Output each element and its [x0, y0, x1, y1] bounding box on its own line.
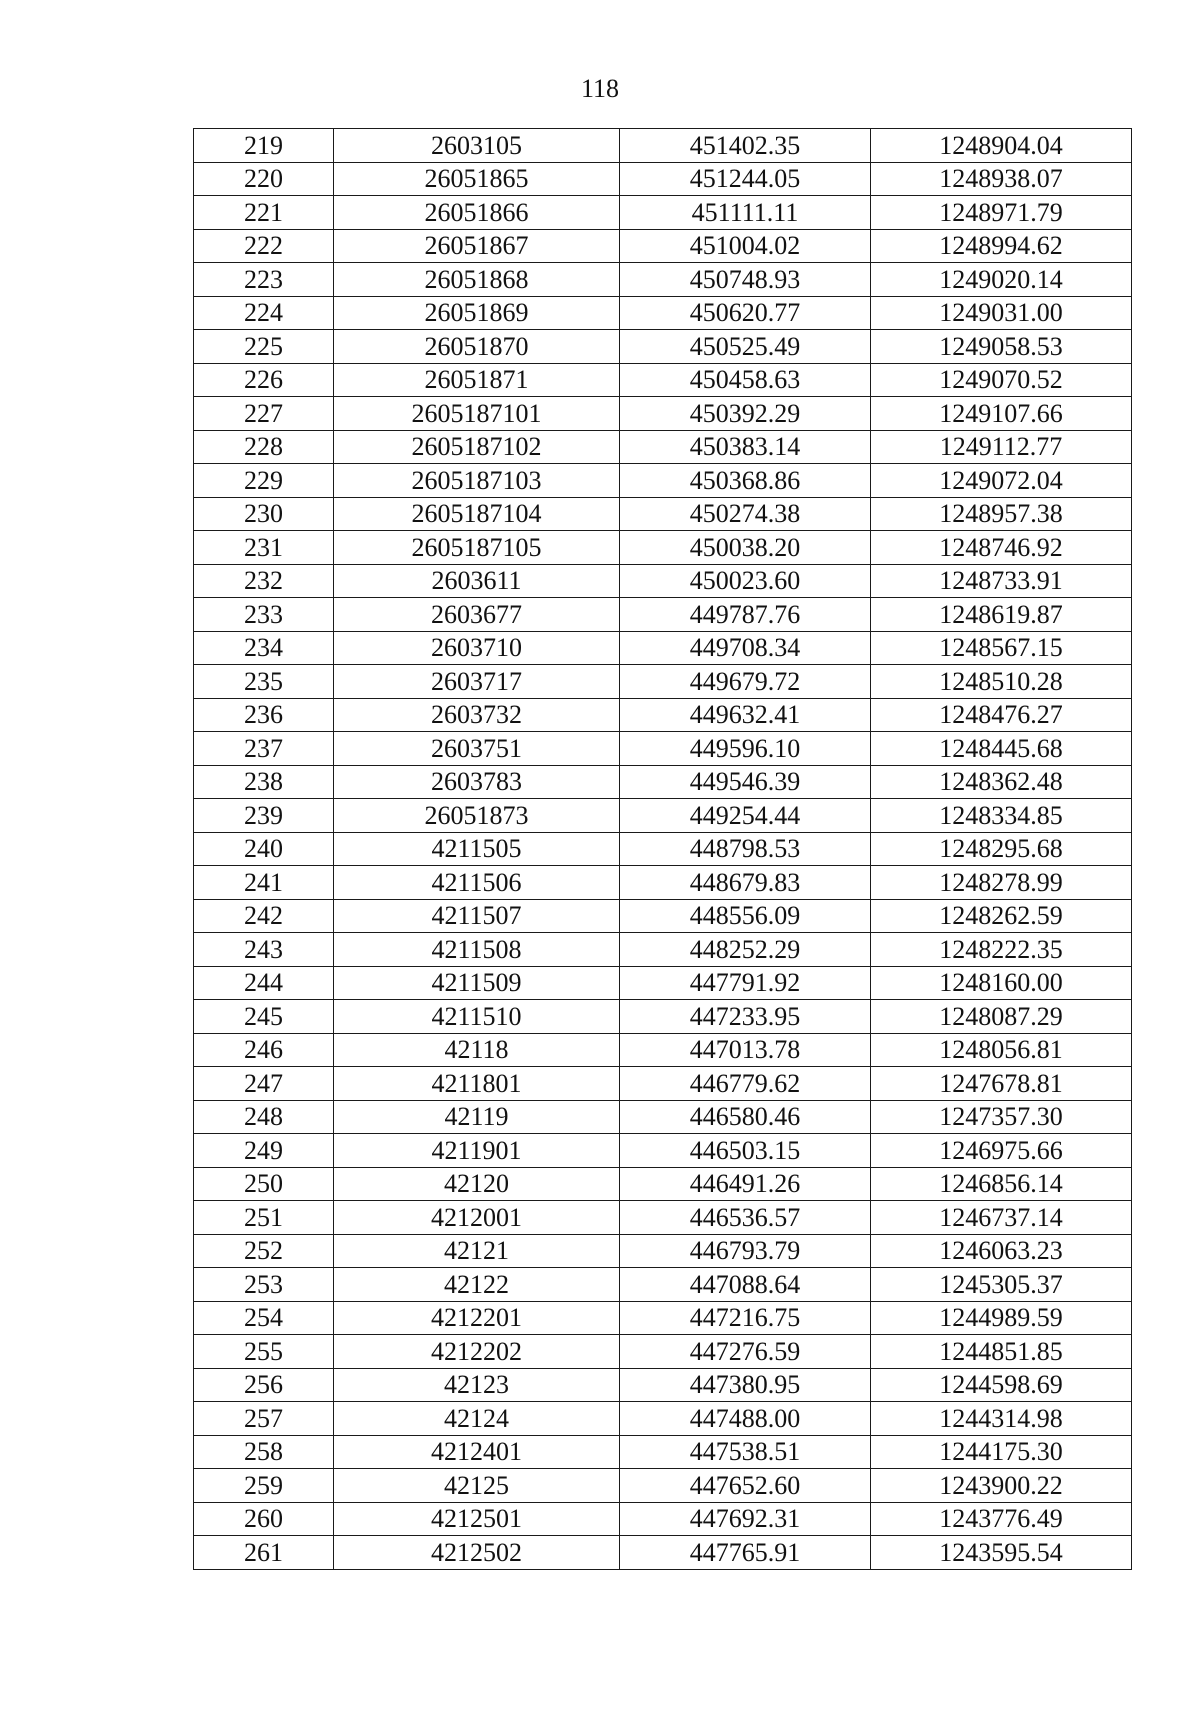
row-number-cell: 240 — [194, 832, 334, 866]
table-row — [194, 363, 1132, 397]
table-row — [194, 564, 1132, 598]
y-coordinate-cell: 1248160.00 — [871, 966, 1132, 1000]
point-id-cell: 26051867 — [334, 229, 620, 263]
point-id-cell: 2603710 — [334, 631, 620, 665]
table-row — [194, 1536, 1132, 1570]
table-row — [194, 732, 1132, 766]
x-coordinate-cell: 447088.64 — [620, 1268, 871, 1302]
table-row — [194, 162, 1132, 196]
point-id-cell: 26051869 — [334, 296, 620, 330]
table-row — [194, 1402, 1132, 1436]
point-id-cell: 4212401 — [334, 1435, 620, 1469]
point-id-cell: 42125 — [334, 1469, 620, 1503]
row-number-cell: 249 — [194, 1134, 334, 1168]
table-row — [194, 1100, 1132, 1134]
y-coordinate-cell: 1246975.66 — [871, 1134, 1132, 1168]
x-coordinate-cell: 447538.51 — [620, 1435, 871, 1469]
point-id-cell: 4212502 — [334, 1536, 620, 1570]
y-coordinate-cell: 1248904.04 — [871, 129, 1132, 163]
point-id-cell: 4212501 — [334, 1502, 620, 1536]
table-row — [194, 464, 1132, 498]
x-coordinate-cell: 449787.76 — [620, 598, 871, 632]
point-id-cell: 2603783 — [334, 765, 620, 799]
y-coordinate-cell: 1249107.66 — [871, 397, 1132, 431]
point-id-cell: 42118 — [334, 1033, 620, 1067]
x-coordinate-cell: 450383.14 — [620, 430, 871, 464]
y-coordinate-cell: 1248957.38 — [871, 497, 1132, 531]
y-coordinate-cell: 1249031.00 — [871, 296, 1132, 330]
point-id-cell: 2605187101 — [334, 397, 620, 431]
x-coordinate-cell: 449596.10 — [620, 732, 871, 766]
table-row — [194, 1000, 1132, 1034]
row-number-cell: 239 — [194, 799, 334, 833]
table-row — [194, 129, 1132, 163]
row-number-cell: 260 — [194, 1502, 334, 1536]
y-coordinate-cell: 1248994.62 — [871, 229, 1132, 263]
point-id-cell: 2605187104 — [334, 497, 620, 531]
row-number-cell: 241 — [194, 866, 334, 900]
y-coordinate-cell: 1248619.87 — [871, 598, 1132, 632]
row-number-cell: 261 — [194, 1536, 334, 1570]
y-coordinate-cell: 1243776.49 — [871, 1502, 1132, 1536]
row-number-cell: 236 — [194, 698, 334, 732]
table-row — [194, 1134, 1132, 1168]
x-coordinate-cell: 449546.39 — [620, 765, 871, 799]
row-number-cell: 254 — [194, 1301, 334, 1335]
y-coordinate-cell: 1248362.48 — [871, 765, 1132, 799]
y-coordinate-cell: 1248056.81 — [871, 1033, 1132, 1067]
point-id-cell: 4211801 — [334, 1067, 620, 1101]
row-number-cell: 243 — [194, 933, 334, 967]
x-coordinate-cell: 447765.91 — [620, 1536, 871, 1570]
row-number-cell: 224 — [194, 296, 334, 330]
y-coordinate-cell: 1248278.99 — [871, 866, 1132, 900]
point-id-cell: 42124 — [334, 1402, 620, 1436]
x-coordinate-cell: 450038.20 — [620, 531, 871, 565]
row-number-cell: 229 — [194, 464, 334, 498]
table-row — [194, 196, 1132, 230]
x-coordinate-cell: 448679.83 — [620, 866, 871, 900]
table-row — [194, 1067, 1132, 1101]
x-coordinate-cell: 450274.38 — [620, 497, 871, 531]
x-coordinate-cell: 447216.75 — [620, 1301, 871, 1335]
point-id-cell: 4211507 — [334, 899, 620, 933]
table-row — [194, 1435, 1132, 1469]
row-number-cell: 258 — [194, 1435, 334, 1469]
point-id-cell: 2605187103 — [334, 464, 620, 498]
table-row — [194, 698, 1132, 732]
row-number-cell: 228 — [194, 430, 334, 464]
x-coordinate-cell: 446491.26 — [620, 1167, 871, 1201]
row-number-cell: 233 — [194, 598, 334, 632]
table-row — [194, 497, 1132, 531]
x-coordinate-cell: 451402.35 — [620, 129, 871, 163]
y-coordinate-cell: 1248262.59 — [871, 899, 1132, 933]
y-coordinate-cell: 1248295.68 — [871, 832, 1132, 866]
table-row — [194, 1502, 1132, 1536]
table-row — [194, 296, 1132, 330]
point-id-cell: 26051866 — [334, 196, 620, 230]
row-number-cell: 219 — [194, 129, 334, 163]
point-id-cell: 42120 — [334, 1167, 620, 1201]
x-coordinate-cell: 446793.79 — [620, 1234, 871, 1268]
point-id-cell: 4211508 — [334, 933, 620, 967]
row-number-cell: 220 — [194, 162, 334, 196]
point-id-cell: 26051865 — [334, 162, 620, 196]
point-id-cell: 26051870 — [334, 330, 620, 364]
table-row — [194, 531, 1132, 565]
x-coordinate-cell: 447791.92 — [620, 966, 871, 1000]
x-coordinate-cell: 447233.95 — [620, 1000, 871, 1034]
table-row — [194, 933, 1132, 967]
row-number-cell: 223 — [194, 263, 334, 297]
x-coordinate-cell: 448556.09 — [620, 899, 871, 933]
x-coordinate-cell: 447380.95 — [620, 1368, 871, 1402]
table-row — [194, 263, 1132, 297]
row-number-cell: 222 — [194, 229, 334, 263]
table-row — [194, 765, 1132, 799]
y-coordinate-cell: 1248510.28 — [871, 665, 1132, 699]
y-coordinate-cell: 1249058.53 — [871, 330, 1132, 364]
row-number-cell: 247 — [194, 1067, 334, 1101]
x-coordinate-cell: 448252.29 — [620, 933, 871, 967]
x-coordinate-cell: 447013.78 — [620, 1033, 871, 1067]
x-coordinate-cell: 446536.57 — [620, 1201, 871, 1235]
row-number-cell: 226 — [194, 363, 334, 397]
point-id-cell: 2605187105 — [334, 531, 620, 565]
x-coordinate-cell: 450620.77 — [620, 296, 871, 330]
x-coordinate-cell: 450748.93 — [620, 263, 871, 297]
y-coordinate-cell: 1244598.69 — [871, 1368, 1132, 1402]
point-id-cell: 26051871 — [334, 363, 620, 397]
point-id-cell: 4212202 — [334, 1335, 620, 1369]
table-row — [194, 1268, 1132, 1302]
x-coordinate-cell: 446580.46 — [620, 1100, 871, 1134]
point-id-cell: 4212001 — [334, 1201, 620, 1235]
y-coordinate-cell: 1246856.14 — [871, 1167, 1132, 1201]
point-id-cell: 42123 — [334, 1368, 620, 1402]
point-id-cell: 42119 — [334, 1100, 620, 1134]
y-coordinate-cell: 1244314.98 — [871, 1402, 1132, 1436]
row-number-cell: 252 — [194, 1234, 334, 1268]
y-coordinate-cell: 1243900.22 — [871, 1469, 1132, 1503]
x-coordinate-cell: 450392.29 — [620, 397, 871, 431]
y-coordinate-cell: 1246737.14 — [871, 1201, 1132, 1235]
y-coordinate-cell: 1247357.30 — [871, 1100, 1132, 1134]
row-number-cell: 250 — [194, 1167, 334, 1201]
point-id-cell: 2603717 — [334, 665, 620, 699]
point-id-cell: 2605187102 — [334, 430, 620, 464]
x-coordinate-cell: 447652.60 — [620, 1469, 871, 1503]
y-coordinate-cell: 1248087.29 — [871, 1000, 1132, 1034]
table-row — [194, 665, 1132, 699]
table-row — [194, 832, 1132, 866]
table-row — [194, 1167, 1132, 1201]
x-coordinate-cell: 447276.59 — [620, 1335, 871, 1369]
table-row — [194, 1234, 1132, 1268]
point-id-cell: 2603611 — [334, 564, 620, 598]
point-id-cell: 26051868 — [334, 263, 620, 297]
point-id-cell: 4211506 — [334, 866, 620, 900]
point-id-cell: 42122 — [334, 1268, 620, 1302]
table-row — [194, 330, 1132, 364]
point-id-cell: 2603677 — [334, 598, 620, 632]
table-row — [194, 397, 1132, 431]
row-number-cell: 259 — [194, 1469, 334, 1503]
table-row — [194, 1033, 1132, 1067]
x-coordinate-cell: 451004.02 — [620, 229, 871, 263]
y-coordinate-cell: 1247678.81 — [871, 1067, 1132, 1101]
y-coordinate-cell: 1244851.85 — [871, 1335, 1132, 1369]
x-coordinate-cell: 449632.41 — [620, 698, 871, 732]
row-number-cell: 231 — [194, 531, 334, 565]
y-coordinate-cell: 1248222.35 — [871, 933, 1132, 967]
y-coordinate-cell: 1244989.59 — [871, 1301, 1132, 1335]
row-number-cell: 246 — [194, 1033, 334, 1067]
page-number: 118 — [580, 74, 620, 103]
table-row — [194, 430, 1132, 464]
table-row — [194, 866, 1132, 900]
row-number-cell: 257 — [194, 1402, 334, 1436]
x-coordinate-cell: 450023.60 — [620, 564, 871, 598]
y-coordinate-cell: 1248567.15 — [871, 631, 1132, 665]
table-row — [194, 229, 1132, 263]
table-row — [194, 631, 1132, 665]
y-coordinate-cell: 1248476.27 — [871, 698, 1132, 732]
x-coordinate-cell: 448798.53 — [620, 832, 871, 866]
x-coordinate-cell: 450458.63 — [620, 363, 871, 397]
row-number-cell: 235 — [194, 665, 334, 699]
y-coordinate-cell: 1249112.77 — [871, 430, 1132, 464]
point-id-cell: 2603105 — [334, 129, 620, 163]
table-row — [194, 899, 1132, 933]
table-row — [194, 1201, 1132, 1235]
row-number-cell: 251 — [194, 1201, 334, 1235]
coordinates-table — [193, 128, 1132, 1570]
y-coordinate-cell: 1243595.54 — [871, 1536, 1132, 1570]
y-coordinate-cell: 1248445.68 — [871, 732, 1132, 766]
table-row — [194, 598, 1132, 632]
row-number-cell: 242 — [194, 899, 334, 933]
y-coordinate-cell: 1248971.79 — [871, 196, 1132, 230]
x-coordinate-cell: 451111.11 — [620, 196, 871, 230]
x-coordinate-cell: 450525.49 — [620, 330, 871, 364]
row-number-cell: 232 — [194, 564, 334, 598]
x-coordinate-cell: 447692.31 — [620, 1502, 871, 1536]
x-coordinate-cell: 449708.34 — [620, 631, 871, 665]
point-id-cell: 4211901 — [334, 1134, 620, 1168]
x-coordinate-cell: 451244.05 — [620, 162, 871, 196]
point-id-cell: 26051873 — [334, 799, 620, 833]
point-id-cell: 4211505 — [334, 832, 620, 866]
row-number-cell: 253 — [194, 1268, 334, 1302]
row-number-cell: 256 — [194, 1368, 334, 1402]
table-row — [194, 966, 1132, 1000]
row-number-cell: 255 — [194, 1335, 334, 1369]
x-coordinate-cell: 450368.86 — [620, 464, 871, 498]
row-number-cell: 234 — [194, 631, 334, 665]
row-number-cell: 245 — [194, 1000, 334, 1034]
y-coordinate-cell: 1248746.92 — [871, 531, 1132, 565]
x-coordinate-cell: 446779.62 — [620, 1067, 871, 1101]
y-coordinate-cell: 1246063.23 — [871, 1234, 1132, 1268]
y-coordinate-cell: 1248938.07 — [871, 162, 1132, 196]
point-id-cell: 4211510 — [334, 1000, 620, 1034]
table-body — [194, 129, 1132, 1570]
y-coordinate-cell: 1248733.91 — [871, 564, 1132, 598]
y-coordinate-cell: 1248334.85 — [871, 799, 1132, 833]
table-row — [194, 1469, 1132, 1503]
y-coordinate-cell: 1249072.04 — [871, 464, 1132, 498]
row-number-cell: 230 — [194, 497, 334, 531]
x-coordinate-cell: 449254.44 — [620, 799, 871, 833]
x-coordinate-cell: 447488.00 — [620, 1402, 871, 1436]
y-coordinate-cell: 1244175.30 — [871, 1435, 1132, 1469]
row-number-cell: 221 — [194, 196, 334, 230]
point-id-cell: 2603751 — [334, 732, 620, 766]
row-number-cell: 227 — [194, 397, 334, 431]
point-id-cell: 4211509 — [334, 966, 620, 1000]
row-number-cell: 244 — [194, 966, 334, 1000]
row-number-cell: 225 — [194, 330, 334, 364]
table-row — [194, 799, 1132, 833]
point-id-cell: 4212201 — [334, 1301, 620, 1335]
table-row — [194, 1301, 1132, 1335]
y-coordinate-cell: 1249070.52 — [871, 363, 1132, 397]
point-id-cell: 2603732 — [334, 698, 620, 732]
y-coordinate-cell: 1249020.14 — [871, 263, 1132, 297]
x-coordinate-cell: 446503.15 — [620, 1134, 871, 1168]
point-id-cell: 42121 — [334, 1234, 620, 1268]
x-coordinate-cell: 449679.72 — [620, 665, 871, 699]
table-row — [194, 1368, 1132, 1402]
table-row — [194, 1335, 1132, 1369]
row-number-cell: 248 — [194, 1100, 334, 1134]
row-number-cell: 237 — [194, 732, 334, 766]
row-number-cell: 238 — [194, 765, 334, 799]
y-coordinate-cell: 1245305.37 — [871, 1268, 1132, 1302]
